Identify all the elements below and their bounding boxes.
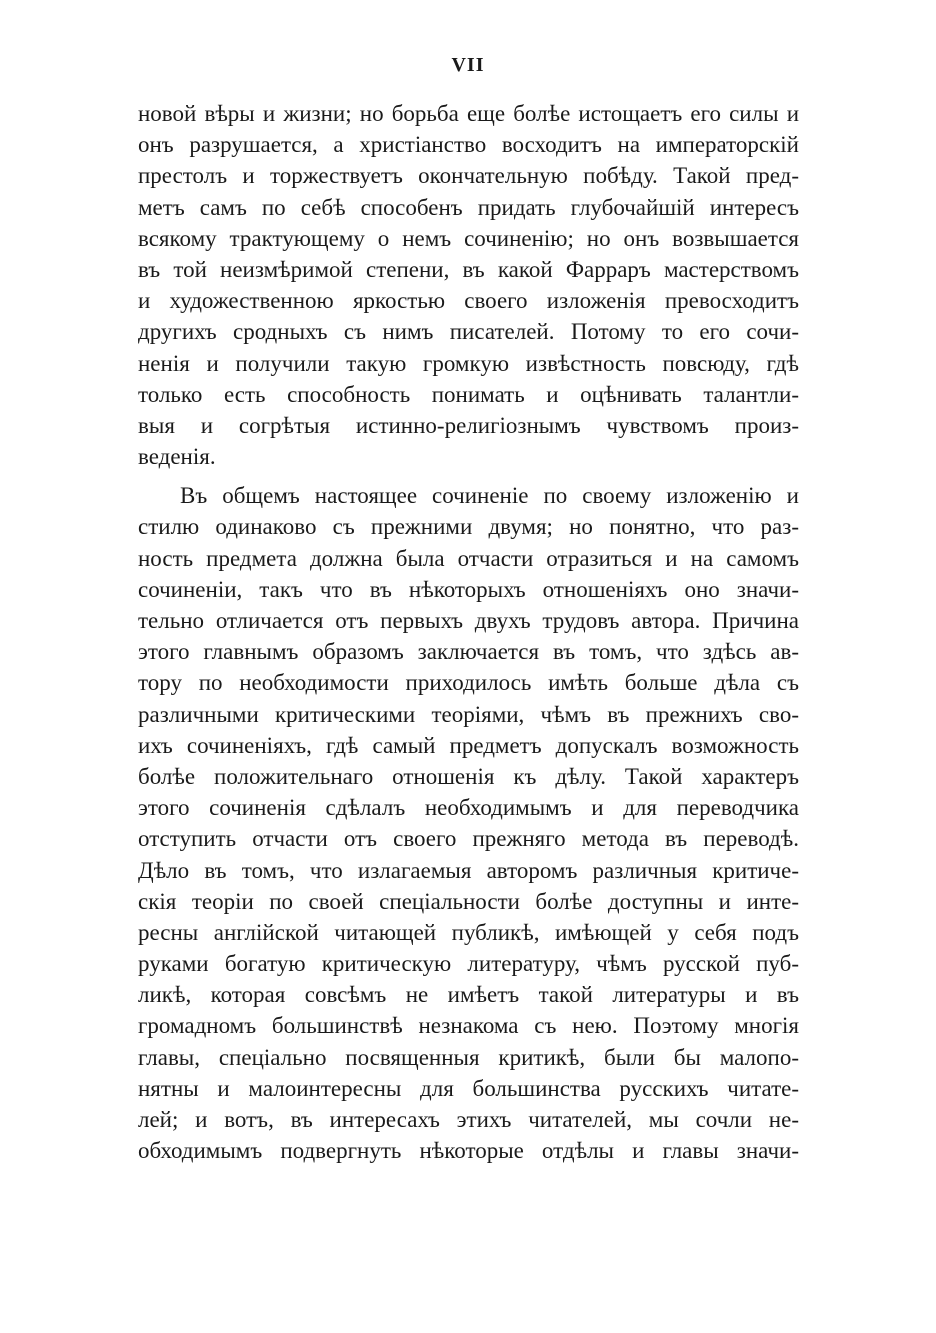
text-line: и художественною яркостью своего изложенія превосходитъ [138, 288, 799, 314]
text-line: тельно отличается отъ первыхъ двухъ трудовъ автора. Причина [138, 608, 799, 633]
text-line: нятны и малоинтересны для большинства русскихъ читате- [138, 1075, 799, 1101]
text-line: отступить отчасти отъ своего прежняго метода въ переводѣ. [138, 826, 799, 852]
text-line: громадномъ большинствѣ незнакома съ нею. Поэтому многія [138, 1013, 799, 1039]
text-line: онъ разрушается, а христіанство восходитъ на императорскій [138, 132, 799, 158]
text-line: ихъ сочиненіяхъ, гдѣ самый предметъ допускалъ возможность [138, 732, 799, 758]
text-line: тору по необходимости приходилось имѣть больше дѣла съ [138, 670, 799, 696]
text-line: ресны англійской читающей публикѣ, имѣющей у себя подъ [138, 919, 799, 945]
paragraph-gap [138, 472, 799, 480]
text-line: этого сочиненія сдѣлалъ необходимымъ и для переводчика [138, 795, 799, 821]
body-text [138, 98, 799, 1166]
text-line: Дѣло въ томъ, что излагаемыя авторомъ различныя критиче- [138, 857, 799, 883]
text-line: ликѣ, которая совсѣмъ не имѣетъ такой литературы и въ [138, 982, 799, 1008]
text-line: ность предмета должна была отчасти отразиться и на самомъ [138, 545, 799, 571]
text-line: обходимымъ подвергнуть нѣкоторые отдѣлы и главы значи- [138, 1138, 799, 1164]
text-line: престолъ и торжествуетъ окончательную побѣду. Такой пред- [138, 163, 799, 189]
text-line: другихъ сродныхъ съ нимъ писателей. Потому то его сочи- [138, 319, 799, 345]
text-line: лей; и вотъ, въ интересахъ этихъ читателей, мы сочли не- [138, 1107, 799, 1132]
text-line: Въ общемъ настоящее сочиненіе по своему изложенію и [180, 483, 799, 509]
text-line: стилю одинаково съ прежними двумя; но понятно, что раз- [138, 514, 799, 540]
text-line: новой вѣры и жизни; но борьба еще болѣе истощаетъ его силы и [138, 101, 799, 126]
paragraph-1 [138, 98, 799, 472]
paragraph-2 [138, 480, 799, 1166]
text-line: этого главнымъ образомъ заключается въ томъ, что здѣсь ав- [138, 639, 799, 665]
text-line: всякому трактующему о немъ сочиненію; но онъ возвышается [138, 225, 799, 251]
text-line: руками богатую критическую литературу, чѣмъ русской пуб- [138, 951, 799, 977]
text-line: только есть способность понимать и оцѣнивать талантли- [138, 381, 799, 407]
text-line: различными критическими теоріями, чѣмъ въ прежнихъ сво- [138, 701, 799, 727]
text-line: ненія и получили такую громкую извѣстность повсюду, гдѣ [138, 350, 799, 376]
page-number: VII [451, 54, 485, 76]
text-line: выя и согрѣтыя истинно-религіознымъ чувствомъ произ- [138, 412, 799, 438]
text-line: скія теоріи по своей спеціальности болѣе доступны и инте- [138, 888, 799, 914]
text-line: метъ самъ по себѣ способенъ придать глубочайшій интересъ [138, 194, 799, 220]
text-line: въ той неизмѣримой степени, въ какой Фарраръ мастерствомъ [138, 256, 799, 282]
text-line: сочиненіи, такъ что въ нѣкоторыхъ отношеніяхъ оно значи- [138, 576, 799, 602]
text-line: болѣе положительнаго отношенія къ дѣлу. Такой характеръ [138, 763, 799, 789]
text-line: главы, спеціально посвященныя критикѣ, были бы малопо- [138, 1044, 799, 1070]
text-line: веденія. [138, 444, 216, 470]
